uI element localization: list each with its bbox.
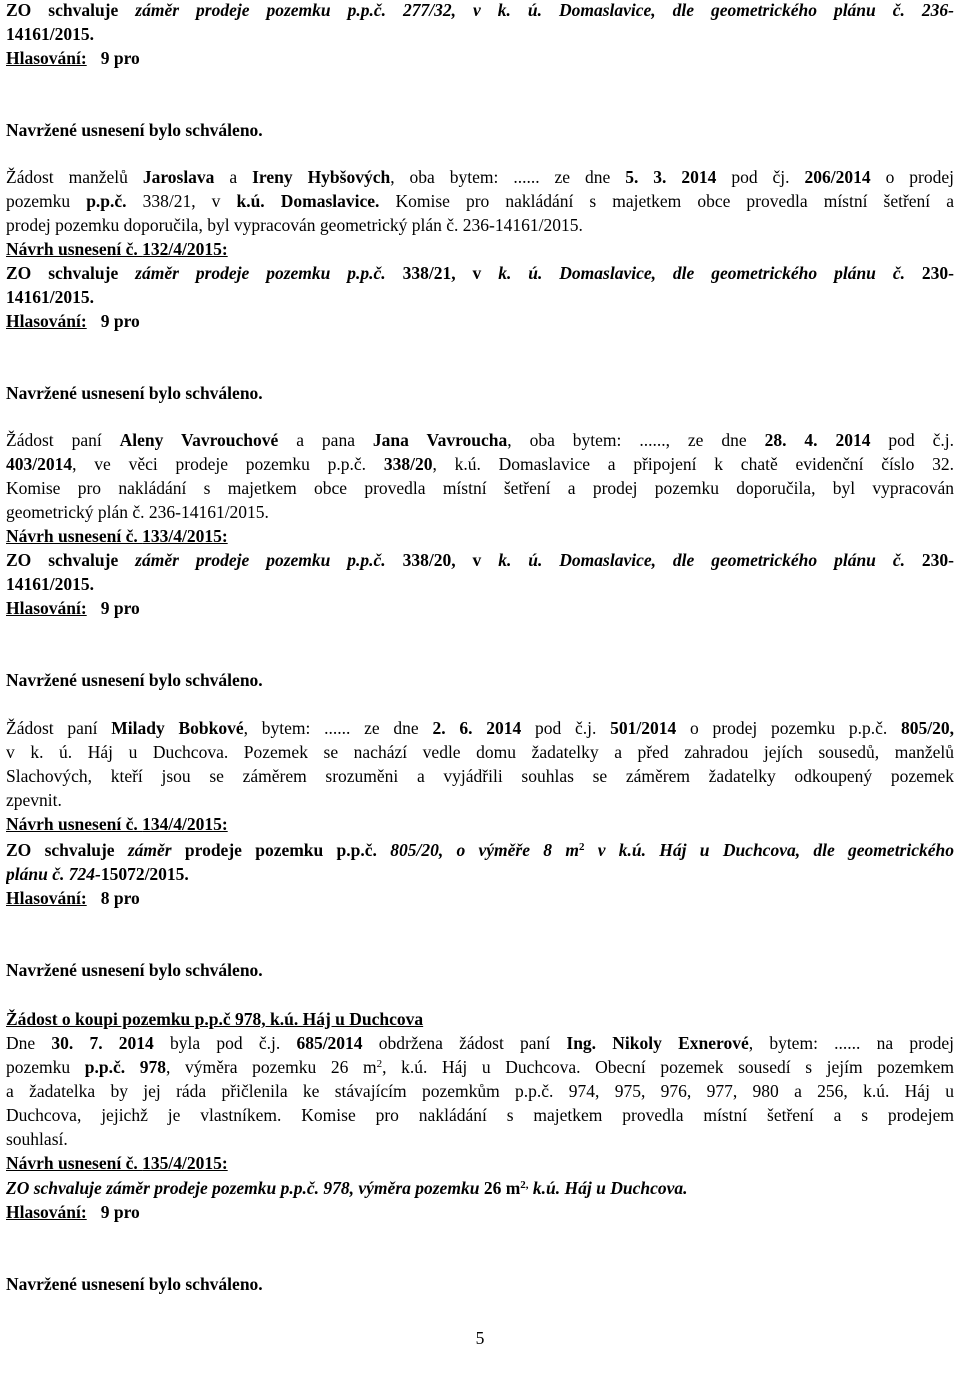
approved-note: Navržené usnesení bylo schváleno.: [6, 120, 263, 140]
resolution-line: ZO schvaluje záměr prodeje pozemku p.p.č. 805/20, o výměře 8 $m^2$ v k.ú. Háj u Duchcova, dle geometrického: [6, 840, 954, 860]
section-heading: Žádost o koupi pozemku p.p.č 978, k.ú. Háj u Duchcova: [6, 1009, 424, 1029]
resolution-line: ZO schvaluje záměr prodeje pozemku p.p.č. 277/32, v k. ú. Domaslavice, dle geometrického plánu č. 236-: [6, 0, 954, 20]
vote-block: Hlasování: 9 pro: [6, 311, 140, 331]
proposal-heading: Návrh usnesení č. 134/4/2015:: [6, 814, 228, 834]
resolution-line: ZO schvaluje záměr prodeje pozemku p.p.č. 978, výměra pozemku 26 $m^{2,}$ k.ú. Háj u Duchcova.: [6, 1178, 688, 1198]
approved-note: Navržené usnesení bylo schváleno.: [6, 960, 263, 980]
request-paragraph: Dne 30. 7. 2014 byla pod č.j. 685/2014 obdržena žádost paní Ing. Nikoly Exnerové, bytem: ...... na prodej: [6, 1033, 954, 1053]
request-paragraph: Žádost manželů Jaroslava a Ireny Hybšových, oba bytem: ...... ze dne 5. 3. 2014 pod čj. 206/2014 o prodej: [6, 167, 954, 187]
proposal-heading: Návrh usnesení č. 135/4/2015:: [6, 1153, 228, 1173]
vote-block: Hlasování: 9 pro: [6, 48, 140, 68]
approved-note: Navržené usnesení bylo schváleno.: [6, 383, 263, 403]
request-paragraph: Žádost paní Milady Bobkové, bytem: ...... ze dne 2. 6. 2014 pod č.j. 501/2014 o prodej pozemku p.p.č. 805/20,: [6, 718, 954, 738]
vote-block: Hlasování: 9 pro: [6, 1202, 140, 1222]
proposal-heading: Návrh usnesení č. 132/4/2015:: [6, 239, 228, 259]
resolution-line: ZO schvaluje záměr prodeje pozemku p.p.č. 338/20, v k. ú. Domaslavice, dle geometrického plánu č. 230-: [6, 550, 954, 570]
request-paragraph: Žádost paní Aleny Vavrouchové a pana Jana Vavroucha, oba bytem: ......, ze dne 28. 4. 2014 pod č.j.: [6, 430, 954, 450]
resolution-line: 14161/2015.: [6, 24, 94, 44]
vote-block: Hlasování: 8 pro: [6, 888, 140, 908]
approved-note: Navržené usnesení bylo schváleno.: [6, 1274, 263, 1294]
page-number: 5: [475, 1328, 485, 1348]
resolution-line: ZO schvaluje záměr prodeje pozemku p.p.č. 338/21, v k. ú. Domaslavice, dle geometrického plánu č. 230-: [6, 263, 954, 283]
document-page: ZO schvaluje záměr prodeje pozemku p.p.č. 277/32, v k. ú. Domaslavice, dle geometrického plánu č. 236- 14161/2015. Hlasování: 9 pro Navržené usnesení bylo schváleno. Žádost manželů Jaroslava a Ireny Hybšových, oba bytem: ...... ze dne 5. 3. 2014 pod čj. 206/2014 o prodej pozemku p.p.č. 338/21, v k.ú. Domaslavice. Komise pro nakládání s majetkem obce provedla místní šetření a prodej pozemku doporučila, byl vypracován geometrický plán č. 236-14161/2015. Návrh usnesení č. 132/4/2015: ZO schvaluje záměr prodeje pozemku p.p.č. 338/21, v k. ú. Domaslavice, dle geometrického plánu č. 230- 14161/2015. Hlasování: 9 pro Navržené usnesení bylo schváleno. Žádost paní Aleny Vavrouchové a pana Jana Vavroucha, oba bytem: ......, ze dne 28. 4. 2014 pod č.j. 403/2014, ve věci prodeje pozemku p.p.č. 338/20, k.ú. Domaslavice a připojení k chatě evidenční číslo 32. Komise pro nakládání s majetkem obce provedla místní šetření a prodej pozemku doporučila, byl vypracován geometrický plán č. 236-14161/2015. Návrh usnesení č. 133/4/2015: ZO schvaluje záměr prodeje pozemku p.p.č. 338/20, v k. ú. Domaslavice, dle geometrického plánu č. 230- 14161/2015. Hlasování: 9 pro Navržené usnesení bylo schváleno. Žádost paní Milady Bobkové, bytem: ...... ze dne 2. 6. 2014 pod č.j. 501/2014 o prodej pozemku p.p.č. 805/20, v k. ú. Háj u Duchcova. Pozemek se nachází vedle domu žadatelky a před zahradou jejích sousedů, manželů Slachových, kteří jsou se záměrem srozuměni a vyjádřili souhlas se záměrem žadatelky odkoupený pozemek zpevnit. Návrh usnesení č. 134/4/2015: ZO schvaluje záměr prodeje pozemku p.p.č. 805/20, o výměře 8 $m^2$ v k.ú. Háj u Duchcova, dle geometrického plánu č. 724-15072/2015. Hlasování: 8 pro Navržené usnesení bylo schváleno. Žádost o koupi pozemku p.p.č 978, k.ú. Háj u Duchcova Dne 30. 7. 2014 byla pod č.j. 685/2014 obdržena žádost paní Ing. Nikoly Exnerové, bytem: ...... na prodej pozemku p.p.č. 978, výměra pozemku 26 $m^2$, k.ú. Háj u Duchcova. Obecní pozemek sousedí s jejím pozemkem a žadatelka by jej ráda přičlenila ke stávajícím pozemkům p.p.č. 974, 975, 976, 977, 980 a 256, k.ú. Háj u Duchcova, jejichž je vlastníkem. Komise pro nakládání s majetkem provedla místní šetření a s prodejem souhlasí. Návrh usnesení č. 135/4/2015: ZO schvaluje záměr prodeje pozemku p.p.č. 978, výměra pozemku 26 $m^{2,}$ k.ú. Háj u Duchcova. Hlasování: 9 pro Navržené usnesení bylo schváleno. 5: [0, 0, 960, 1373]
approved-note: Navržené usnesení bylo schváleno.: [6, 670, 263, 690]
vote-block: Hlasování: 9 pro: [6, 598, 140, 618]
proposal-heading: Návrh usnesení č. 133/4/2015:: [6, 526, 228, 546]
